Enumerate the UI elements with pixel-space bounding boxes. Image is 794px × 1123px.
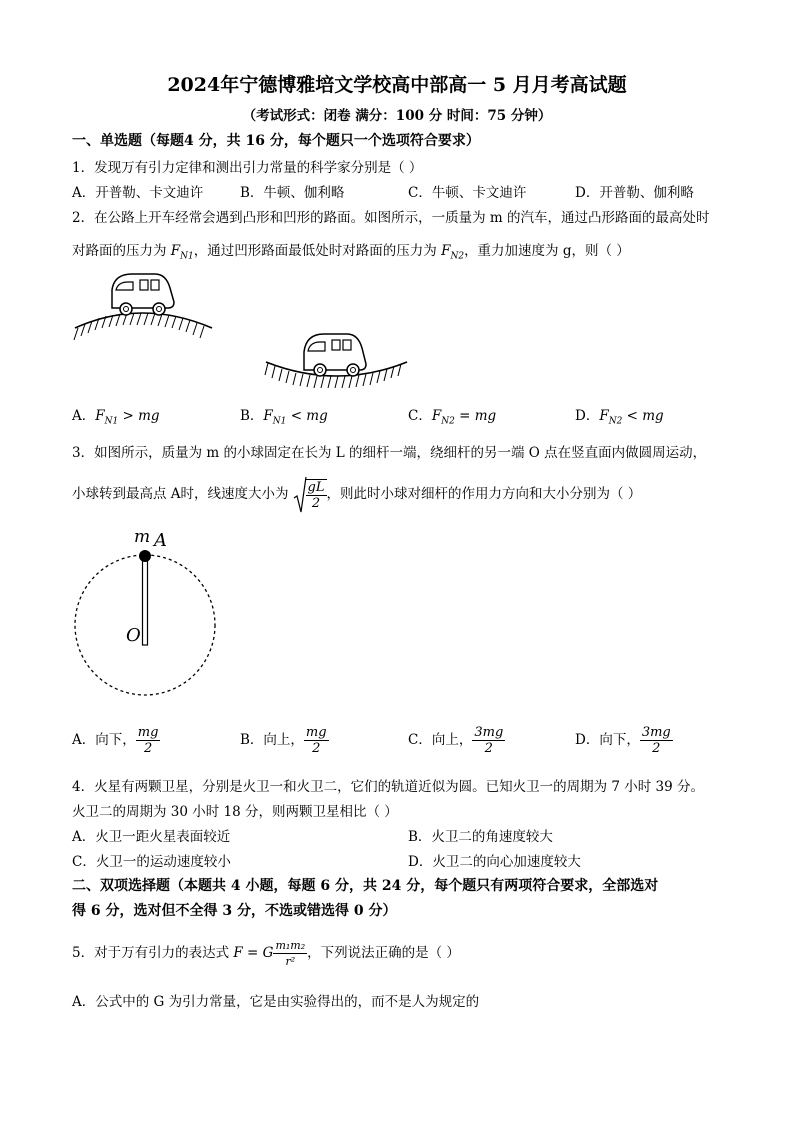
- q2-option-a: [72, 404, 160, 427]
- sqrt-denominator: 2: [311, 496, 321, 511]
- exam-info: （考试形式：闭卷 满分：100 分 时间：75 分钟）: [242, 108, 552, 124]
- q5-option-a: A．公式中的 G 为引力常量，它是由实验得出的，而不是人为规定的: [72, 994, 480, 1010]
- q3-option-d-den: 2: [652, 741, 661, 756]
- q1-option-a: A．开普勒、卡文迪许: [72, 185, 204, 201]
- q3-option-a-num: mg: [137, 725, 159, 740]
- q5-text-b: ，下列说法正确的是（ ）: [307, 945, 460, 961]
- q2-option-d: [575, 404, 664, 427]
- figure-label-o: O: [126, 625, 141, 646]
- circular-motion-figure: [72, 528, 222, 700]
- question-5-stem: [72, 934, 460, 972]
- q2-option-c-sub: N2: [441, 416, 455, 427]
- q2-option-b-sub: N1: [272, 416, 287, 427]
- q3-option-b-den: 2: [312, 741, 321, 756]
- car-icon: [112, 274, 174, 315]
- q3-option-c-label: C．向上，: [408, 732, 473, 748]
- q2-fn1-symbol: F: [170, 243, 181, 259]
- q3-option-c-num: 3mg: [474, 725, 504, 740]
- q4-option-b: B．火卫二的角速度较大: [408, 829, 553, 845]
- sqrt-expression: [293, 475, 327, 515]
- q2-option-d-label: D．: [575, 408, 600, 424]
- q3-option-d-label: D．向下，: [575, 732, 640, 748]
- q3-option-c: [408, 722, 505, 758]
- section-heading-single-choice: 一、单选题（每题4 分，共 16 分，每个题只一个选项符合要求）: [72, 133, 480, 149]
- q2-option-b: [240, 404, 328, 427]
- q1-option-d: D．开普勒、伽利略: [575, 185, 694, 201]
- q3-option-a-label: A．向下，: [72, 732, 136, 748]
- question-4-line-1: 4．火星有两颗卫星，分别是火卫一和火卫二，它们的轨道近似为圆。已知火卫一的周期为 7 小时 39 分。: [72, 779, 705, 795]
- section-heading-double-choice-line-2: 得 6 分，选对但不全得 3 分，不选或错选得 0 分）: [72, 903, 397, 919]
- sqrt-numerator: gL: [307, 480, 325, 495]
- q2-option-d-rel: < mg: [622, 408, 664, 424]
- q5-formula-den: r²: [285, 955, 296, 968]
- ball-icon: [139, 550, 151, 562]
- q2-option-b-label: B．: [240, 408, 264, 424]
- q2-option-d-f: F: [599, 408, 609, 424]
- concave-road-figure: [262, 320, 412, 390]
- question-2-line-1: 2．在公路上开车经常会遇到凸形和凹形的路面。如图所示，一质量为 m 的汽车，通过凸形路面的最高处时: [72, 210, 710, 226]
- q3-option-c-den: 2: [484, 741, 493, 756]
- q2-option-b-f: F: [263, 408, 273, 424]
- question-1-stem: 1．发现万有引力定律和测出引力常量的科学家分别是（ ）: [72, 160, 423, 176]
- q4-option-d: D．火卫二的向心加速度较大: [408, 854, 581, 870]
- q2-option-c-rel: = mg: [454, 408, 497, 424]
- q2-text-b: ，通过凹形路面最低处时对路面的压力为: [193, 243, 442, 259]
- q4-option-a: A．火卫一距火星表面较近: [72, 829, 231, 845]
- q1-option-c: C．牛顿、卡文迪许: [408, 185, 527, 201]
- q3-text-b: ，则此时小球对细杆的作用力方向和大小分别为（ ）: [326, 486, 642, 502]
- q3-option-b: [240, 722, 329, 758]
- q3-option-d-num: 3mg: [641, 725, 671, 740]
- figure-label-m: m: [134, 527, 151, 547]
- q3-option-b-label: B．向上，: [240, 732, 304, 748]
- q1-option-b: B．牛顿、伽利略: [240, 185, 345, 201]
- figure-label-a: A: [154, 530, 167, 551]
- q2-fn1-sub: N1: [180, 251, 194, 262]
- question-3-line-2: [72, 474, 641, 514]
- q2-text-c: ，重力加速度为 g，则（ ）: [464, 243, 630, 259]
- q2-option-d-sub: N2: [608, 416, 623, 427]
- question-4-line-2: 火卫二的周期为 30 小时 18 分，则两颗卫星相比（ ）: [72, 804, 398, 820]
- q2-option-b-rel: < mg: [286, 408, 328, 424]
- car-icon: [304, 334, 366, 376]
- q2-option-a-f: F: [95, 408, 105, 424]
- q5-formula-num: m₁m₂: [275, 939, 306, 952]
- section-heading-double-choice-line-1: 二、双项选择题（本题共 4 小题，每题 6 分，共 24 分，每个题只有两项符合要求，全部选对: [72, 878, 659, 894]
- q2-option-a-sub: N1: [104, 416, 119, 427]
- q5-formula-lhs: F = G: [233, 945, 274, 961]
- sqrt-sign-icon: [293, 476, 307, 514]
- q2-text-a: 对路面的压力为: [72, 243, 171, 259]
- q3-text-a: 小球转到最高点 A时，线速度大小为: [72, 486, 289, 502]
- exam-title: 2024年宁德博雅培文学校高中部高一 5 月月考高试题: [167, 74, 627, 96]
- convex-road-figure: [70, 268, 220, 353]
- q3-option-a-den: 2: [143, 741, 153, 756]
- q2-fn2-sub: N2: [450, 251, 465, 262]
- q2-fn2-symbol: F: [441, 243, 451, 259]
- q3-option-a: [72, 722, 160, 758]
- question-3-line-1: 3．如图所示，质量为 m 的小球固定在长为 L 的细杆一端，绕细杆的另一端 O 点在竖直面内做圆周运动，: [72, 445, 707, 461]
- q2-option-a-rel: > mg: [118, 408, 160, 424]
- q2-option-c-label: C．: [408, 408, 432, 424]
- q4-option-c: C．火卫一的运动速度较小: [72, 854, 231, 870]
- q2-option-c-f: F: [431, 408, 442, 424]
- q3-option-b-num: mg: [305, 725, 327, 740]
- q2-option-a-label: A．: [72, 408, 96, 424]
- q2-option-c: [408, 404, 496, 427]
- question-2-line-2: [72, 239, 630, 262]
- q5-text-a: 5．对于万有引力的表达式: [72, 945, 234, 961]
- q3-option-d: [575, 722, 673, 758]
